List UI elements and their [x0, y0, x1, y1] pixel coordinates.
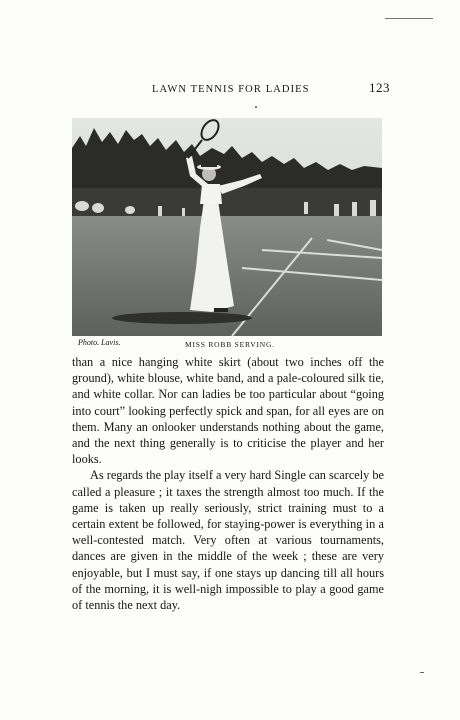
page-number: 123: [369, 80, 390, 95]
top-rule: [385, 18, 433, 19]
player-shadow: [112, 312, 252, 324]
paragraph: As regards the play itself a very hard Single can scarcely be called a pleasure ; it taxes the strength almost too much. If the game is taken up really seriously, strict training must to a certain extent be followed, for staying-power is everything in a well-contested match. Very often at various tournaments, dances are given in the middle of the week ; these are very enjoyable, but I must say, if one stays up dancing till all hours of the morning, it is well-nigh impossible to play a good game of tennis the next day.: [72, 468, 384, 613]
body-text: [72, 354, 384, 613]
running-head: [72, 80, 390, 96]
paragraph: than a nice hanging white skirt (about two inches off the ground), white blouse, white band, and a pale-coloured silk tie, and white collar. Nor can ladies be too particular about “going into court” looking perfectly spick and span, for all eyes are on them. Many an onlooker understands nothing about the game, and the next thing generally is to criticise the player and her looks.: [72, 355, 384, 467]
photo-illustration: [72, 118, 382, 336]
running-title: LAWN TENNIS FOR LADIES: [152, 84, 310, 95]
tennis-photograph: [72, 118, 382, 336]
photo-credit: Photo. Lavis.: [78, 338, 121, 347]
margin-mark: [420, 672, 424, 673]
print-speck: [255, 106, 257, 108]
figure-caption: MISS ROBB SERVING.: [185, 340, 275, 349]
